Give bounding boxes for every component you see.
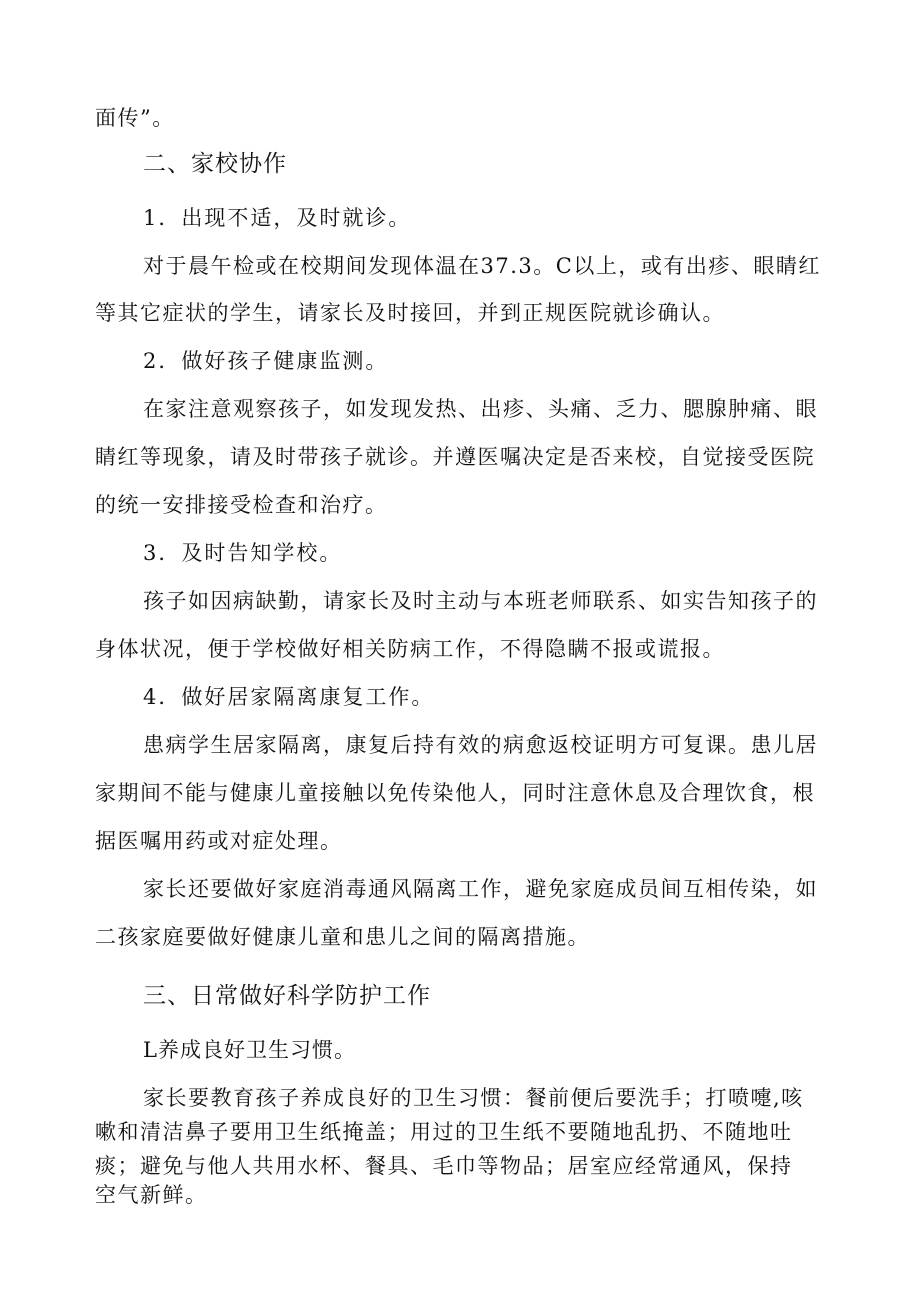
section2-item4-para1-line: 患病学生居家隔离，康复后持有效的病愈返校证明方可复课。患儿居 (143, 733, 818, 757)
section2-heading: 二、家校协作 (143, 151, 287, 177)
section3-heading: 三、日常做好科学防护工作 (143, 983, 431, 1009)
section2-item4-para2-line: 二孩家庭要做好健康儿童和患儿之间的隔离措施。 (95, 925, 590, 949)
section2-item1-title: 1．出现不适，及时就诊。 (143, 206, 412, 230)
section3-item1-line: 家长要教育孩子养成良好的卫生习惯：餐前便后要洗手；打喷嚏,咳 (143, 1086, 804, 1110)
section2-item2-title: 2．做好孩子健康监测。 (143, 349, 389, 373)
section3-item1-line: 空气新鲜。 (95, 1183, 208, 1207)
section3-item1-line: 嗽和清洁鼻子要用卫生纸掩盖；用过的卫生纸不要随地乱扔、不随地吐 (95, 1120, 793, 1144)
section2-item1-line: 等其它症状的学生，请家长及时接回，并到正规医院就诊确认。 (95, 301, 725, 325)
section2-item4-para1-line: 家期间不能与健康儿童接触以免传染他人，同时注意休息及合理饮食，根 (95, 781, 815, 805)
section2-item3-line: 孩子如因病缺勤，请家长及时主动与本班老师联系、如实告知孩子的 (143, 589, 818, 613)
section2-item4-para1-line: 据医嘱用药或对症处理。 (95, 829, 343, 853)
section2-item3-title: 3．及时告知学校。 (143, 541, 343, 565)
section2-item2-line: 睛红等现象，请及时带孩子就诊。并遵医嘱决定是否来校，自觉接受医院 (95, 445, 815, 469)
section2-item4-para2-line: 家长还要做好家庭消毒通风隔离工作，避免家庭成员间互相传染，如 (143, 877, 818, 901)
section3-item1-title: L养成良好卫生习惯。 (143, 1038, 356, 1062)
section2-item2-line: 的统一安排接受检查和治疗。 (95, 493, 388, 517)
intro-tail-line: 面传”。 (95, 106, 175, 130)
section2-item4-title: 4．做好居家隔离康复工作。 (143, 685, 435, 709)
section3-item1-line: 痰；避免与他人共用水杯、餐具、毛巾等物品；居室应经常通风，保持 (95, 1154, 793, 1178)
section2-item1-line: 对于晨午检或在校期间发现体温在37.3。C以上，或有出疹、眼睛红 (143, 254, 821, 278)
section2-item2-line: 在家注意观察孩子，如发现发热、出疹、头痛、乏力、腮腺肿痛、眼 (143, 397, 818, 421)
section2-item3-line: 身体状况，便于学校做好相关防病工作，不得隐瞒不报或谎报。 (95, 637, 725, 661)
